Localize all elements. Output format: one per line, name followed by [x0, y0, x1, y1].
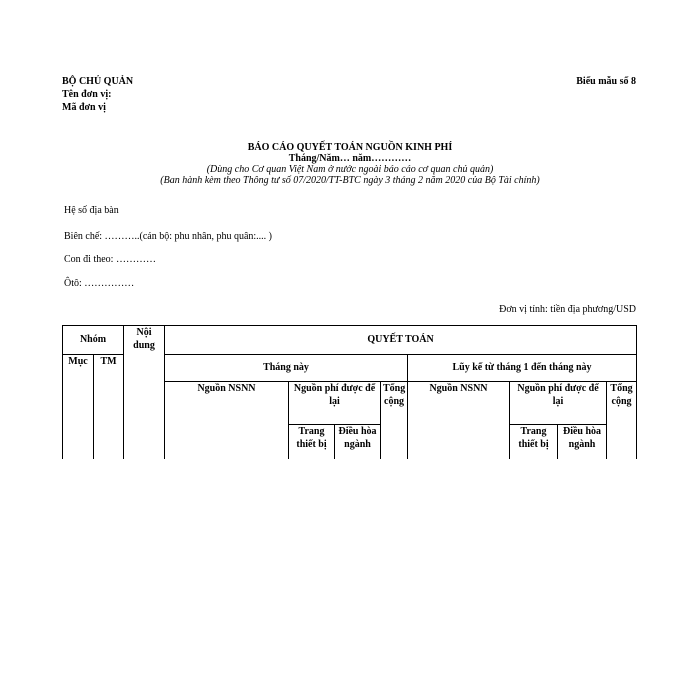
settlement-header: QUYẾT TOÁN	[165, 326, 637, 355]
this-month-header: Tháng này	[165, 355, 408, 382]
settlement-table	[62, 325, 637, 459]
equipment-header-cumulative: Trang thiết bị	[510, 425, 558, 460]
unit-name-label: Tên đơn vị:	[62, 89, 112, 100]
industry-regulation-header-cumulative: Điều hòa ngành	[558, 425, 607, 460]
equipment-header-month: Trang thiết bị	[289, 425, 335, 460]
report-period: Tháng/Năm… năm…………	[288, 153, 412, 164]
industry-regulation-header-month: Điều hòa ngành	[335, 425, 381, 460]
total-header-cumulative: Tổng cộng	[607, 382, 637, 460]
children-field: Con đi theo: …………	[64, 254, 156, 265]
content-header: Nội dung	[124, 326, 165, 460]
group-header: Nhóm	[63, 326, 124, 355]
fee-source-header-cumulative: Nguồn phí được để lại	[510, 382, 607, 425]
car-field: Ôtô: ……………	[64, 278, 135, 289]
fee-source-header-month: Nguồn phí được để lại	[289, 382, 381, 425]
form-number: Biểu mẫu số 8	[576, 76, 636, 87]
unit-code-label: Mã đơn vị	[62, 102, 106, 113]
cumulative-header: Lũy kế từ tháng 1 đến tháng này	[408, 355, 637, 382]
staff-field: Biên chế: ………..(cán bộ: phu nhân, phu quân:.... )	[64, 231, 273, 242]
report-title: BÁO CÁO QUYẾT TOÁN NGUỒN KINH PHÍ	[247, 142, 453, 153]
total-header-month: Tổng cộng	[381, 382, 408, 460]
report-note-usage: (Dùng cho Cơ quan Việt Nam ở nước ngoài báo cáo cơ quan chủ quản)	[206, 164, 494, 175]
report-note-legal: (Ban hành kèm theo Thông tư số 07/2020/TT-BTC ngày 3 tháng 2 năm 2020 của Bộ Tài chính)	[160, 175, 540, 186]
subsection-header: TM	[94, 355, 124, 460]
section-header: Mục	[63, 355, 94, 460]
state-budget-header-cumulative: Nguồn NSNN	[408, 382, 510, 460]
ministry-label: BỘ CHỦ QUẢN	[62, 76, 134, 87]
coefficient-field: Hệ số địa bàn	[64, 205, 119, 216]
title-block	[0, 142, 700, 186]
state-budget-header-month: Nguồn NSNN	[165, 382, 289, 460]
unit-of-measure: Đơn vị tính: tiền địa phương/USD	[499, 304, 636, 315]
